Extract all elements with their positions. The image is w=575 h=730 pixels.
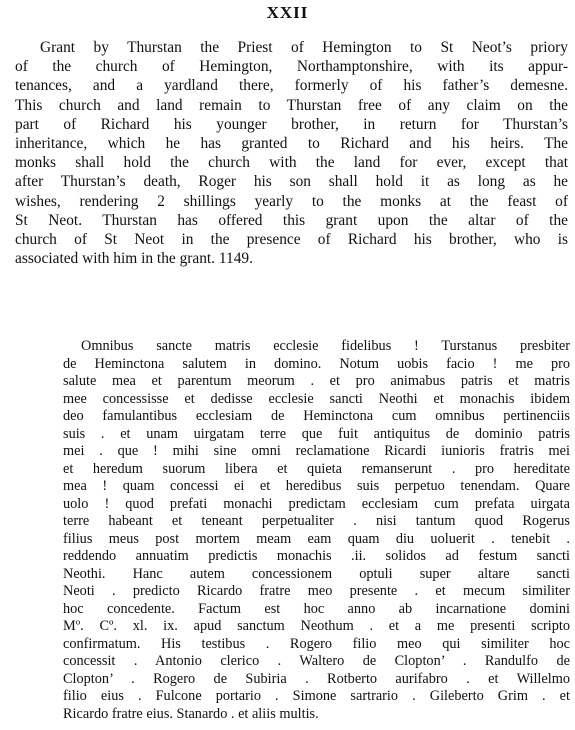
charter-line: Ricardo fratre eius. Stanardo . et aliis multis. <box>63 705 319 722</box>
summary-line: wishes, rendering 2 shillings yearly to the monks at the feast of <box>15 192 568 210</box>
charter-line: filius meus post mortem meam eam quam diu uoluerit . tenebit . <box>63 530 570 547</box>
summary-line: tenances, and a yardland there, formerly of his father’s demesne. <box>15 77 568 95</box>
summary-line: after Thurstan’s death, Roger his son shall hold it as long as he <box>15 173 568 191</box>
english-summary-paragraph <box>15 38 568 268</box>
charter-line: hoc concedente. Factum est hoc anno ab incarnatione domini <box>63 600 570 617</box>
summary-line: Grant by Thurstan the Priest of Hemington to St Neot’s priory <box>40 39 568 56</box>
charter-line: et heredum suorum libera et quieta remanserunt . pro hereditate <box>63 460 570 477</box>
summary-line: church of St Neot in the presence of Richard his brother, who is <box>15 231 568 249</box>
charter-line: concessit . Antonio clerico . Waltero de Clopton’ . Randulfo de <box>63 653 570 669</box>
charter-line: Omnibus sancte matris ecclesie fidelibus ! Turstanus presbiter <box>81 338 570 354</box>
charter-line: uolo ! quod prefati monachi predictam ecclesiam cum prefata uirgata <box>63 495 570 512</box>
charter-line: mei . que ! mihi sine omni reclamatione Ricardi iunioris fratris mei <box>63 443 570 459</box>
summary-line: associated with him in the grant. 1149. <box>15 250 253 268</box>
charter-line: mea ! quam concessi ei et heredibus suis perpetuo tenendam. Quare <box>63 478 570 494</box>
summary-line: of the church of Hemington, Northamptonshire, with its appur- <box>15 58 568 76</box>
charter-line: salute mea et parentum meorum . et pro animabus patris et matris <box>63 373 570 389</box>
charter-line: suis . et unam uirgatam terre que fuit antiquitus de dominio patris <box>63 425 570 442</box>
summary-line: St Neot. Thurstan has offered this grant upon the altar of the <box>15 211 568 229</box>
summary-line: monks shall hold the church with the land for ever, except that <box>15 154 568 172</box>
latin-charter-text <box>63 338 570 723</box>
charter-line: mee concessisse et dedisse ecclesie sancti Neothi et monachis ibidem <box>63 390 570 407</box>
charter-line: terre habeant et teneant perpetualiter . nisi tantum quod Rogerus <box>63 513 570 529</box>
summary-line: inheritance, which he has granted to Richard and his heirs. The <box>15 135 568 153</box>
charter-line: de Heminctona salutem in domino. Notum uobis facio ! me pro <box>63 355 570 372</box>
charter-line: filio eius . Fulcone portario . Simone sartrario . Gileberto Grim . et <box>63 688 570 704</box>
summary-line: part of Richard his younger brother, in return for Thurstan’s <box>15 115 568 133</box>
charter-line: Clopton’ . Rogero de Subiria . Rotberto aurifabro . et Willelmo <box>63 670 570 687</box>
charter-line: Neoti . predicto Ricardo fratre meo presente . et mecum similiter <box>63 583 570 599</box>
charter-line: confirmatum. His testibus . Rogero filio meo qui similiter hoc <box>63 635 570 652</box>
charter-line: Neothi. Hanc autem concessionem optuli super altare sancti <box>63 565 570 582</box>
charter-line: Mº. Cº. xl. ix. apud sanctum Neothum . et a me presenti scripto <box>63 618 570 634</box>
charter-line: deo famulantibus ecclesiam de Heminctona cum omnibus pertinenciis <box>63 408 570 424</box>
summary-line: This church and land remain to Thurstan free of any claim on the <box>15 96 568 114</box>
charter-line: reddendo annuatim predictis monachis .ii. solidos ad festum sancti <box>63 548 570 564</box>
document-number-heading: XXII <box>266 3 309 22</box>
